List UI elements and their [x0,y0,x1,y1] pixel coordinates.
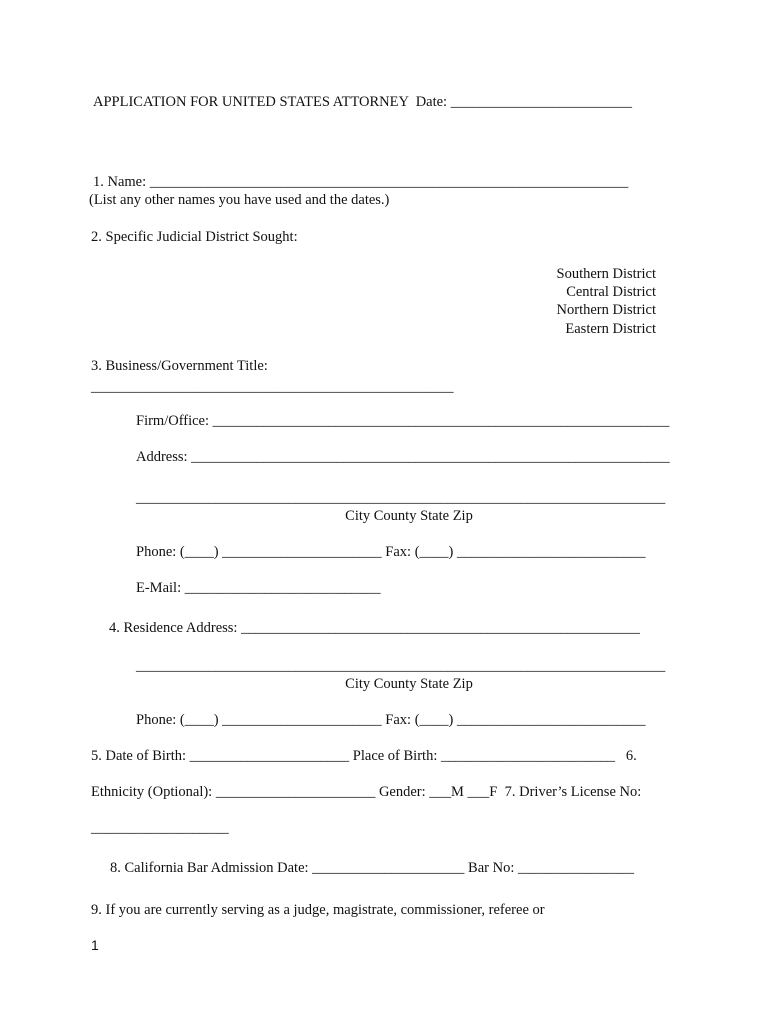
license-number-field[interactable]: ___________________ [91,820,229,836]
business-phone-fax-field[interactable]: Phone: (____) ______________________ Fax: (____) __________________________ [136,544,646,560]
firm-field[interactable]: Firm/Office: _______________________________________________________________ [136,413,670,429]
judge-question: 9. If you are currently serving as a judge, magistrate, commissioner, referee or [91,902,545,918]
form-title: APPLICATION FOR UNITED STATES ATTORNEY Date: _________________________ [93,94,632,110]
birth-date-place-field[interactable]: 5. Date of Birth: ______________________ Place of Birth: ________________________ 6. [91,748,637,764]
residence-line2-field[interactable]: _________________________________________________________________________ [136,658,666,674]
email-field[interactable]: E-Mail: ___________________________ [136,580,381,596]
business-title-label: 3. Business/Government Title: [91,358,268,374]
page-number: 1 [91,937,99,953]
district-option-eastern[interactable]: Eastern District [565,321,656,337]
district-option-northern[interactable]: Northern District [556,302,656,318]
name-field[interactable]: 1. Name: __________________________________________________________________ [93,174,629,190]
city-county-state-zip-caption: City County State Zip [345,508,473,524]
address-line2-field[interactable]: _________________________________________________________________________ [136,490,666,506]
bar-admission-field[interactable]: 8. California Bar Admission Date: _____________________ Bar No: ________________ [110,860,634,876]
residence-city-caption: City County State Zip [345,676,473,692]
address-field[interactable]: Address: __________________________________________________________________ [136,449,670,465]
ethnicity-gender-license-field[interactable]: Ethnicity (Optional): ______________________ Gender: ___M ___F 7. Driver’s License No: [91,784,642,800]
district-option-southern[interactable]: Southern District [556,266,656,282]
district-option-central[interactable]: Central District [566,284,656,300]
business-title-field[interactable]: __________________________________________________ [91,379,454,395]
residence-address-field[interactable]: 4. Residence Address: _______________________________________________________ [109,620,640,636]
district-question: 2. Specific Judicial District Sought: [91,229,298,245]
residence-phone-fax-field[interactable]: Phone: (____) ______________________ Fax: (____) __________________________ [136,712,646,728]
name-note: (List any other names you have used and the dates.) [89,192,390,208]
